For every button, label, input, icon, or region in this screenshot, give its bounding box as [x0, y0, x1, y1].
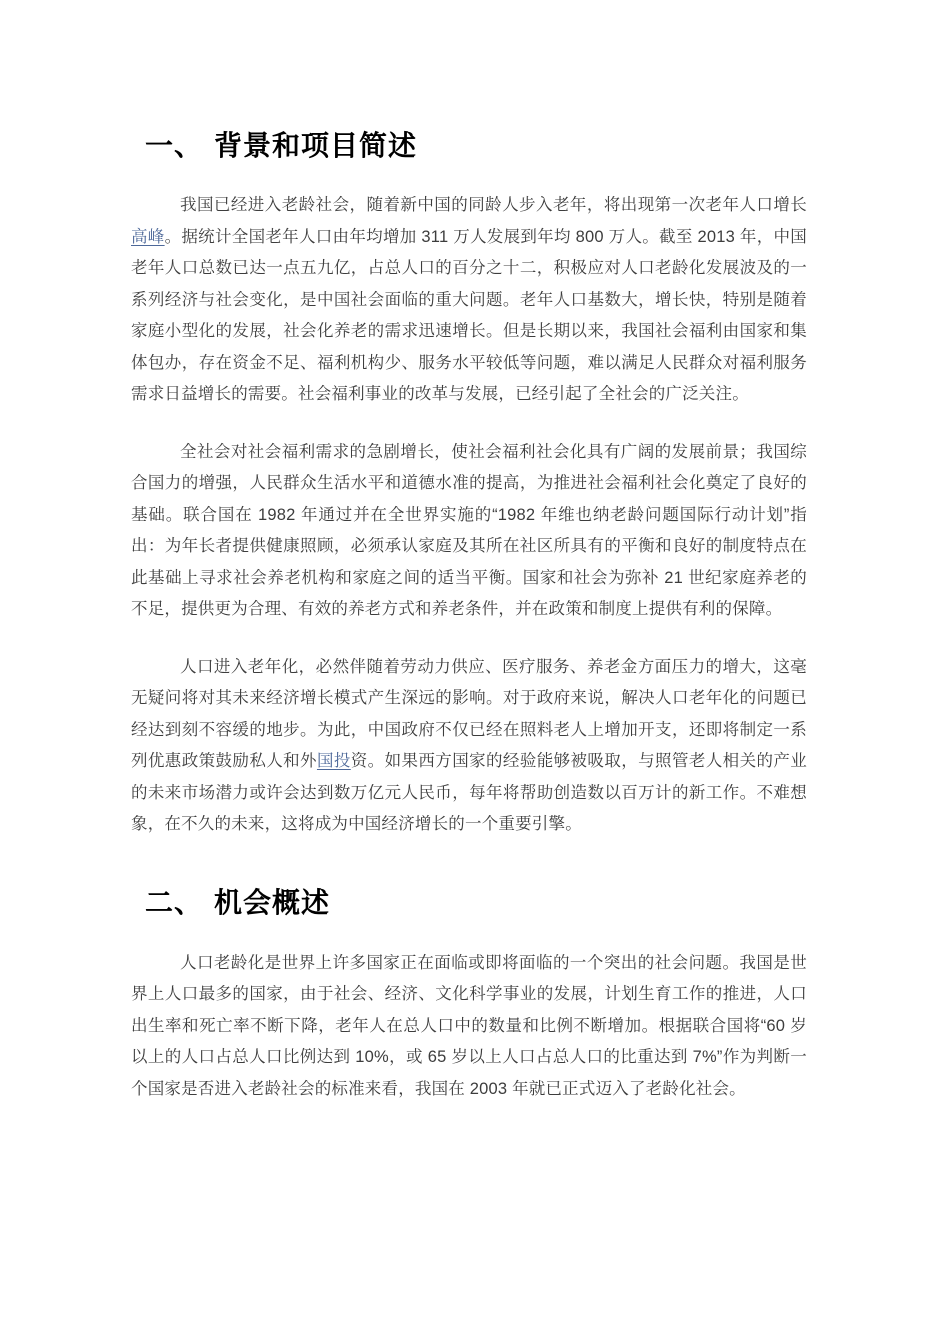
- paragraph-text: 人口老龄化是世界上许多国家正在面临或即将面临的一个突出的社会问题。我国是世界上人口最多的国家，由于社会、经济、文化科学事业的发展，计划生育工作的推进，人口出生率和死亡率不断下降，老年人在总人口中的数量和比例不断增加。根据联合国将“60 岁以上的人口占总人口比例达到 10%，或 65 岁以上人口占总人口的比重达到 7%”作为判断一个国家是否进入老龄社会的标准来看，我国在 2003 年就已正式迈入了老龄化社会。: [131, 953, 807, 1098]
- paragraph-text: 人口进入老年化，必然伴随着劳动力供应、医疗服务、养老金方面压力的增大，这毫无疑问将对其未来经济增长模式产生深远的影响。对于政府来说，解决人口老年化的问题已经达到刻不容缓的地步。为此，中国政府不仅已经在照料老人上增加开支，还即将制定一系列优惠政策鼓励私人和外: [131, 657, 807, 770]
- section-opportunity: [131, 884, 807, 1106]
- paragraph-4: [131, 948, 807, 1106]
- paragraph-2: [131, 437, 807, 626]
- paragraph-text: 全社会对社会福利需求的急剧增长，使社会福利社会化具有广阔的发展前景；我国综合国力的增强，人民群众生活水平和道德水准的提高，为推进社会福利社会化奠定了良好的基础。联合国在 1982 年通过并在全世界实施的“1982 年维也纳老龄问题国际行动计划”指出：为年长者提供健康照顾，必须承认家庭及其所在社区所具有的平衡和良好的制度特点在此基础上寻求社会养老机构和家庭之间的适当平衡。国家和社会为弥补 21 世纪家庭养老的不足，提供更为合理、有效的养老方式和养老条件，并在政策和制度上提供有利的保障。: [131, 442, 807, 618]
- heading-number: 一、: [145, 130, 204, 161]
- paragraph-1: [131, 190, 807, 411]
- paragraph-text: 。据统计全国老年人口由年均增加 311 万人发展到年均 800 万人。截至 2013 年，中国老年人口总数已达一点五九亿，占总人口的百分之十二，积极应对人口老龄化发展波及的一系列经济与社会变化，是中国社会面临的重大问题。老年人口基数大，增长快，特别是随着家庭小型化的发展，社会化养老的需求迅速增长。但是长期以来，我国社会福利由国家和集体包办，存在资金不足、福利机构少、服务水平较低等问题，难以满足人民群众对福利服务需求日益增长的需要。社会福利事业的改革与发展，已经引起了全社会的广泛关注。: [131, 227, 807, 403]
- paragraph-text: 我国已经进入老龄社会，随着新中国的同龄人步入老年，将出现第一次老年人口增长: [180, 196, 807, 214]
- section-heading-2: [145, 884, 807, 921]
- paragraph-3: [131, 652, 807, 841]
- document-content: [131, 0, 807, 1131]
- heading-number: 二、: [145, 886, 204, 918]
- heading-title: 机会概述: [214, 886, 331, 918]
- paragraph-text: 资。如果西方国家的经验能够被吸取，与照管老人相关的产业的未来市场潜力或许会达到数万亿元人民币，每年将帮助创造数以百万计的新工作。不难想象，在不久的未来，这将成为中国经济增长的一个重要引擎。: [131, 752, 807, 833]
- section-heading-1: [145, 127, 807, 164]
- section-background: [131, 127, 807, 841]
- inline-hyperlink[interactable]: 国投: [316, 752, 351, 770]
- inline-hyperlink[interactable]: 高峰: [131, 227, 165, 246]
- heading-title: 背景和项目简述: [214, 130, 418, 161]
